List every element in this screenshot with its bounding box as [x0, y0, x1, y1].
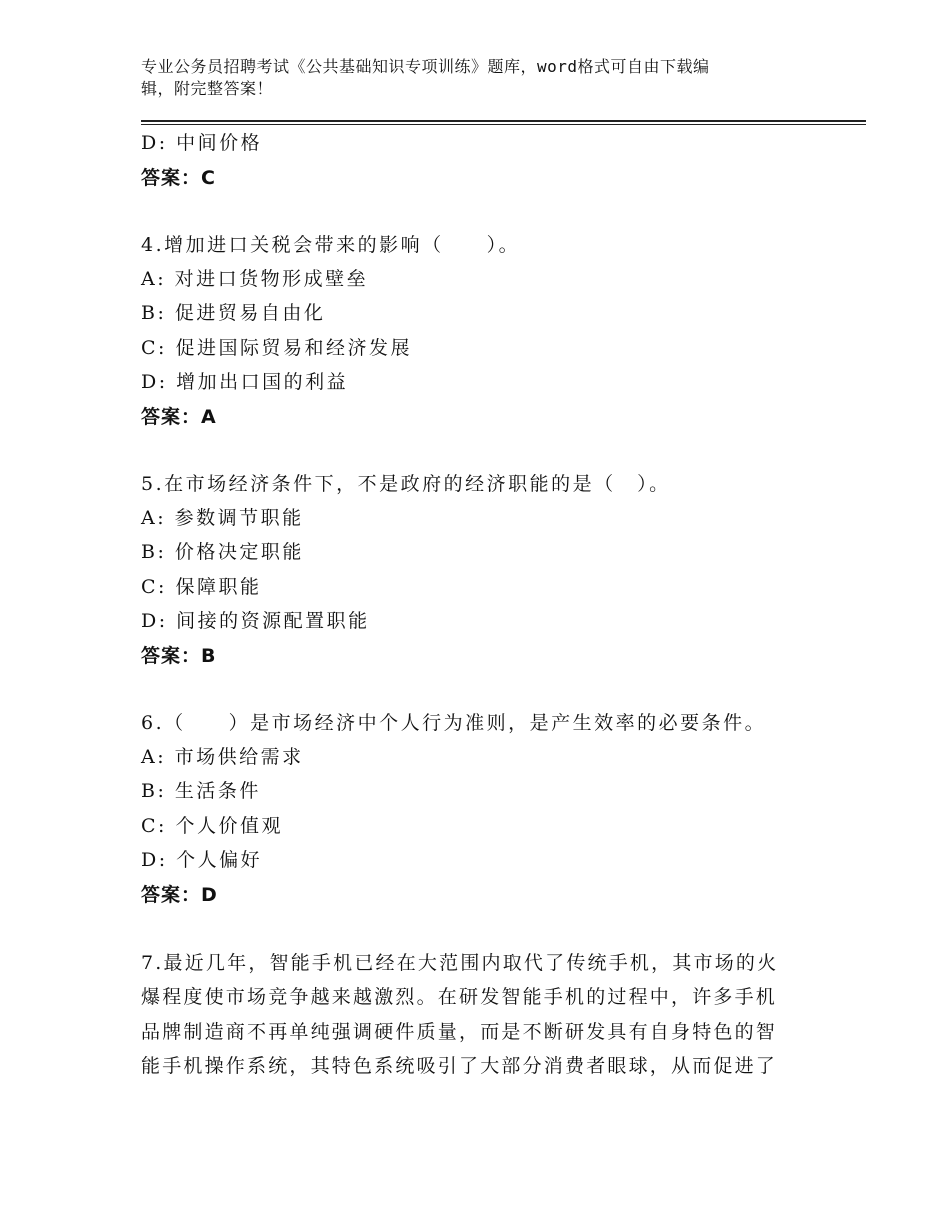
q3-option-d: D: 中间价格	[141, 132, 263, 154]
header-line-2: 辑，附完整答案！	[141, 79, 274, 98]
q6-option-d: D: 个人偏好	[141, 849, 263, 871]
q7-line-1: 7.最近几年，智能手机已经在大范围内取代了传统手机，其市场的火	[141, 952, 779, 974]
q7-stem	[141, 946, 806, 1083]
q5-option-a: A: 参数调节职能	[141, 507, 304, 529]
q6-stem: 6.（ ）是市场经济中个人行为准则，是产生效率的必要条件。	[141, 712, 767, 734]
q6-option-b: B: 生活条件	[141, 780, 261, 802]
q7-line-4: 能手机操作系统，其特色系统吸引了大部分消费者眼球，从而促进了	[141, 1054, 778, 1077]
q6-answer: 答案：D	[141, 884, 218, 906]
q4-option-a: A: 对进口货物形成壁垒	[141, 268, 369, 290]
q4-option-c: C: 促进国际贸易和经济发展	[141, 337, 412, 359]
q6-option-a: A: 市场供给需求	[141, 746, 304, 768]
q5-stem: 5.在市场经济条件下，不是政府的经济职能的是（ ）。	[141, 473, 671, 495]
q7-line-3: 品牌制造商不再单纯强调硬件质量，而是不断研发具有自身特色的智	[141, 1020, 778, 1043]
q4-answer: 答案：A	[141, 406, 217, 428]
q5-option-c: C: 保障职能	[141, 576, 262, 598]
header-rule-thick	[141, 120, 866, 122]
q6-option-c: C: 个人价值观	[141, 815, 283, 837]
q5-answer: 答案：B	[141, 645, 217, 667]
header-rule-thin	[141, 124, 866, 125]
q7-line-2: 爆程度使市场竞争越来越激烈。在研发智能手机的过程中，许多手机	[141, 986, 778, 1009]
q3-answer: 答案：C	[141, 167, 216, 189]
header-line-1: 专业公务员招聘考试《公共基础知识专项训练》题库，word格式可自由下载编	[141, 57, 710, 76]
q4-stem: 4.增加进口关税会带来的影响（ ）。	[141, 234, 521, 256]
q4-option-d: D: 增加出口国的利益	[141, 371, 349, 393]
q5-option-b: B: 价格决定职能	[141, 541, 304, 563]
q4-option-b: B: 促进贸易自由化	[141, 302, 326, 324]
q5-option-d: D: 间接的资源配置职能	[141, 610, 370, 632]
document-header	[141, 56, 801, 100]
